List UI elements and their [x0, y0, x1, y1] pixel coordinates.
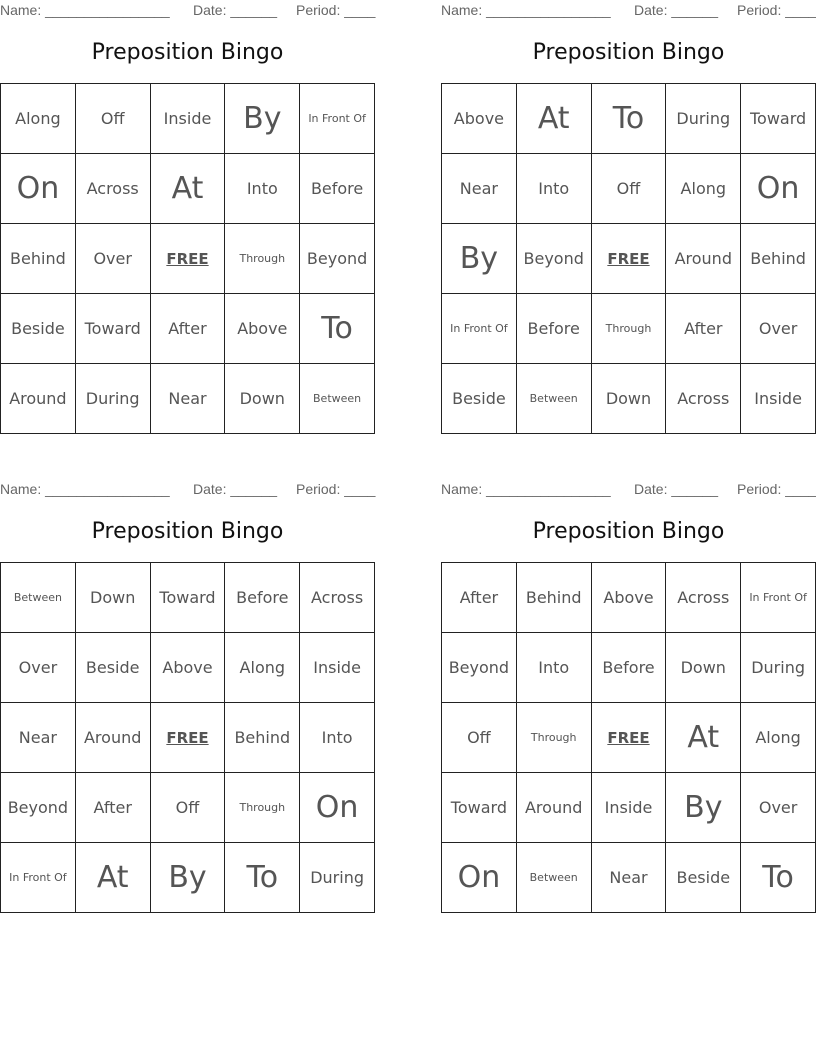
bingo-cell: Beside — [1, 294, 76, 364]
bingo-cell: Off — [151, 773, 226, 843]
bingo-cell: Over — [1, 633, 76, 703]
card-title: Preposition Bingo — [91, 519, 284, 544]
bingo-cell: Beyond — [300, 224, 375, 294]
bingo-cell: To — [225, 843, 300, 913]
bingo-cell: After — [442, 563, 517, 633]
name-field: Name: ________________ — [0, 2, 170, 18]
student-info-header — [0, 2, 375, 20]
free-space: FREE — [592, 224, 667, 294]
bingo-cell: Off — [76, 84, 151, 154]
bingo-cell: Near — [592, 843, 667, 913]
bingo-cell: By — [225, 84, 300, 154]
bingo-cell: Through — [592, 294, 667, 364]
free-space: FREE — [151, 224, 226, 294]
bingo-cell: Toward — [442, 773, 517, 843]
student-info-header — [441, 481, 816, 499]
bingo-cell: Near — [442, 154, 517, 224]
student-info-header — [0, 481, 375, 499]
bingo-grid — [0, 562, 375, 913]
date-field: Date: ______ — [634, 2, 719, 18]
student-info-header — [441, 2, 816, 20]
bingo-cell: Beyond — [517, 224, 592, 294]
bingo-cell: Above — [442, 84, 517, 154]
bingo-cell: Down — [666, 633, 741, 703]
bingo-card — [0, 0, 375, 440]
bingo-cell: Beside — [442, 364, 517, 434]
free-space: FREE — [592, 703, 667, 773]
bingo-cell: Behind — [517, 563, 592, 633]
bingo-cell: Across — [300, 563, 375, 633]
bingo-cell: Toward — [151, 563, 226, 633]
period-field: Period: ____ — [296, 2, 376, 18]
bingo-grid — [441, 83, 816, 434]
card-title: Preposition Bingo — [91, 40, 284, 65]
bingo-cell: Beside — [666, 843, 741, 913]
date-field: Date: ______ — [634, 481, 719, 497]
bingo-cell: Across — [76, 154, 151, 224]
bingo-cell: To — [300, 294, 375, 364]
bingo-cell: Beside — [76, 633, 151, 703]
bingo-cell: Off — [592, 154, 667, 224]
bingo-cell: Off — [442, 703, 517, 773]
bingo-cell: Into — [517, 633, 592, 703]
bingo-cell: At — [517, 84, 592, 154]
bingo-grid — [0, 83, 375, 434]
bingo-cell: Before — [517, 294, 592, 364]
bingo-cell: On — [442, 843, 517, 913]
bingo-cell: Down — [592, 364, 667, 434]
date-field: Date: ______ — [193, 481, 278, 497]
bingo-cell: Beyond — [1, 773, 76, 843]
free-space: FREE — [151, 703, 226, 773]
bingo-cell: On — [1, 154, 76, 224]
bingo-cell: Into — [517, 154, 592, 224]
bingo-cell: Around — [517, 773, 592, 843]
bingo-cell: Along — [1, 84, 76, 154]
bingo-cell: In Front Of — [300, 84, 375, 154]
bingo-card — [441, 0, 816, 440]
bingo-cell: Near — [1, 703, 76, 773]
bingo-cell: Over — [76, 224, 151, 294]
bingo-cell: During — [666, 84, 741, 154]
bingo-cell: After — [76, 773, 151, 843]
bingo-cell: Into — [300, 703, 375, 773]
bingo-cell: In Front Of — [1, 843, 76, 913]
bingo-cell: Around — [76, 703, 151, 773]
bingo-cell: Above — [592, 563, 667, 633]
bingo-cell: Along — [225, 633, 300, 703]
period-field: Period: ____ — [296, 481, 376, 497]
bingo-cell: Across — [666, 563, 741, 633]
bingo-cell: Between — [300, 364, 375, 434]
period-field: Period: ____ — [737, 481, 816, 497]
date-field: Date: ______ — [193, 2, 278, 18]
bingo-cell: After — [151, 294, 226, 364]
bingo-card — [0, 479, 375, 919]
bingo-cell: Down — [76, 563, 151, 633]
period-field: Period: ____ — [737, 2, 816, 18]
bingo-cell: At — [666, 703, 741, 773]
bingo-cell: Through — [225, 224, 300, 294]
bingo-cell: Inside — [741, 364, 816, 434]
bingo-cell: To — [741, 843, 816, 913]
bingo-cell: Inside — [151, 84, 226, 154]
bingo-cell: Before — [300, 154, 375, 224]
bingo-cell: By — [151, 843, 226, 913]
bingo-cell: Around — [666, 224, 741, 294]
bingo-cell: In Front Of — [741, 563, 816, 633]
bingo-cell: On — [741, 154, 816, 224]
bingo-cell: Above — [151, 633, 226, 703]
bingo-cell: Across — [666, 364, 741, 434]
bingo-cell: Between — [1, 563, 76, 633]
bingo-cell: After — [666, 294, 741, 364]
bingo-cell: At — [76, 843, 151, 913]
bingo-cell: Down — [225, 364, 300, 434]
bingo-cell: Inside — [592, 773, 667, 843]
bingo-cell: Beyond — [442, 633, 517, 703]
bingo-cell: Between — [517, 364, 592, 434]
bingo-cell: Above — [225, 294, 300, 364]
bingo-cell: On — [300, 773, 375, 843]
bingo-cell: Before — [592, 633, 667, 703]
bingo-cell: Through — [517, 703, 592, 773]
bingo-cell: Around — [1, 364, 76, 434]
bingo-cell: At — [151, 154, 226, 224]
name-field: Name: ________________ — [441, 2, 611, 18]
bingo-cell: Along — [666, 154, 741, 224]
bingo-cell: Behind — [1, 224, 76, 294]
bingo-cell: During — [741, 633, 816, 703]
bingo-cell: Behind — [741, 224, 816, 294]
bingo-cell: Inside — [300, 633, 375, 703]
bingo-cell: By — [442, 224, 517, 294]
bingo-cell: In Front Of — [442, 294, 517, 364]
bingo-cell: Toward — [76, 294, 151, 364]
bingo-cell: During — [300, 843, 375, 913]
bingo-cell: Near — [151, 364, 226, 434]
bingo-cell: Toward — [741, 84, 816, 154]
card-title: Preposition Bingo — [532, 40, 725, 65]
bingo-cell: Over — [741, 294, 816, 364]
bingo-cell: Along — [741, 703, 816, 773]
bingo-cell: Behind — [225, 703, 300, 773]
bingo-cell: Into — [225, 154, 300, 224]
name-field: Name: ________________ — [0, 481, 170, 497]
bingo-cell: To — [592, 84, 667, 154]
bingo-card — [441, 479, 816, 919]
bingo-grid — [441, 562, 816, 913]
bingo-cell: Between — [517, 843, 592, 913]
card-title: Preposition Bingo — [532, 519, 725, 544]
name-field: Name: ________________ — [441, 481, 611, 497]
bingo-cell: Over — [741, 773, 816, 843]
bingo-cell: By — [666, 773, 741, 843]
bingo-cell: Through — [225, 773, 300, 843]
bingo-cell: Before — [225, 563, 300, 633]
bingo-cell: During — [76, 364, 151, 434]
